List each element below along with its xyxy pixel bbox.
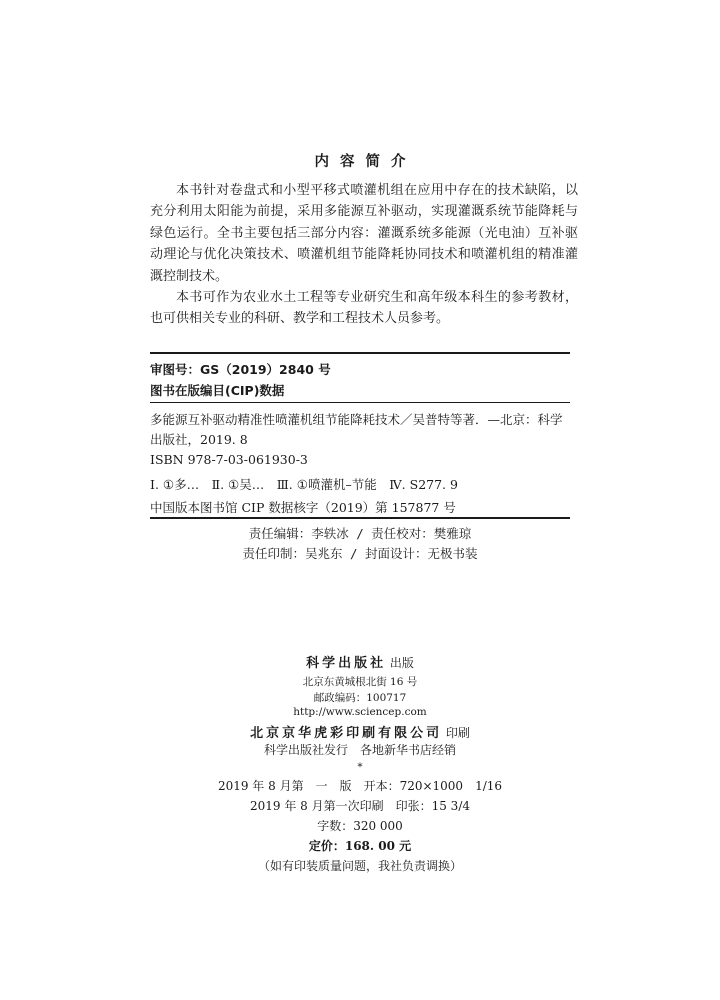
intro-paragraph-1: 本书针对卷盘式和小型平移式喷灌机组在应用中存在的技术缺陷，以充分利用太阳能为前提，采用多能源互补驱动，实现灌溉系统节能降耗与绿色运行。全书主要包括三部分内容：灌溉系统多能源（光电油）互补驱动理论与优化决策技术、喷灌机组节能降耗协同技术和喷灌机组的精准灌溉控制技术。 (150, 183, 578, 284)
divider-bottom (150, 517, 570, 519)
quality-notice: （如有印装质量问题，我社负责调换） (257, 859, 462, 873)
separator-star: * (357, 761, 363, 773)
printer-suffix: 印刷 (445, 726, 470, 740)
printer-line (0, 722, 720, 741)
cip-entry: 多能源互补驱动精准性喷灌机组节能降耗技术／吴普特等著．—北京：科学出版社，2019. 8 (150, 412, 563, 447)
classification: Ⅰ. ①多… Ⅱ. ①吴… Ⅲ. ①喷灌机–节能 Ⅳ. S277. 9 (150, 477, 458, 492)
word-count: 字数：320 000 (317, 819, 403, 833)
printing-info: 2019 年 8 月第一次印刷 印张：15 3/4 (249, 799, 470, 813)
cip-core-number: 中国版本图书馆 CIP 数据核字（2019）第 157877 号 (150, 500, 456, 515)
intro-text (150, 180, 578, 330)
intro-paragraph-2: 本书可作为农业水土工程等专业研究生和高年级本科生的参考教材，也可供相关专业的科研、教学和工程技术人员参考。 (150, 290, 578, 327)
edition-info: 2019 年 8 月第 一 版 开本：720×1000 1/16 (217, 779, 503, 793)
divider-top (150, 352, 570, 354)
editors-line-1: 责任编辑：李轶冰 / 责任校对：樊雅琼 (248, 526, 472, 541)
publisher-postcode: 邮政编码：100717 (313, 692, 407, 704)
publisher-line (0, 652, 720, 671)
publisher-address: 北京东黄城根北街 16 号 (302, 676, 418, 688)
divider-cip (150, 402, 570, 403)
printer-name: 北京京华虎彩印刷有限公司 (250, 726, 443, 741)
isbn: ISBN 978-7-03-061930-3 (150, 452, 308, 467)
cip-heading: 图书在版编目(CIP)数据 (150, 383, 285, 398)
editors-line-2: 责任印制：吴兆东 / 封面设计：无极书装 (242, 546, 478, 561)
publisher-suffix: 出版 (389, 656, 414, 670)
publisher-website: http://www.sciencep.com (293, 706, 427, 718)
map-review-number: 审图号：GS（2019）2840 号 (150, 362, 331, 377)
distribution: 科学出版社发行 各地新华书店经销 (263, 743, 456, 757)
publisher-name: 科学出版社 (306, 656, 387, 671)
price: 定价：168. 00 元 (308, 839, 412, 853)
page-title: 内容简介 (314, 154, 417, 170)
